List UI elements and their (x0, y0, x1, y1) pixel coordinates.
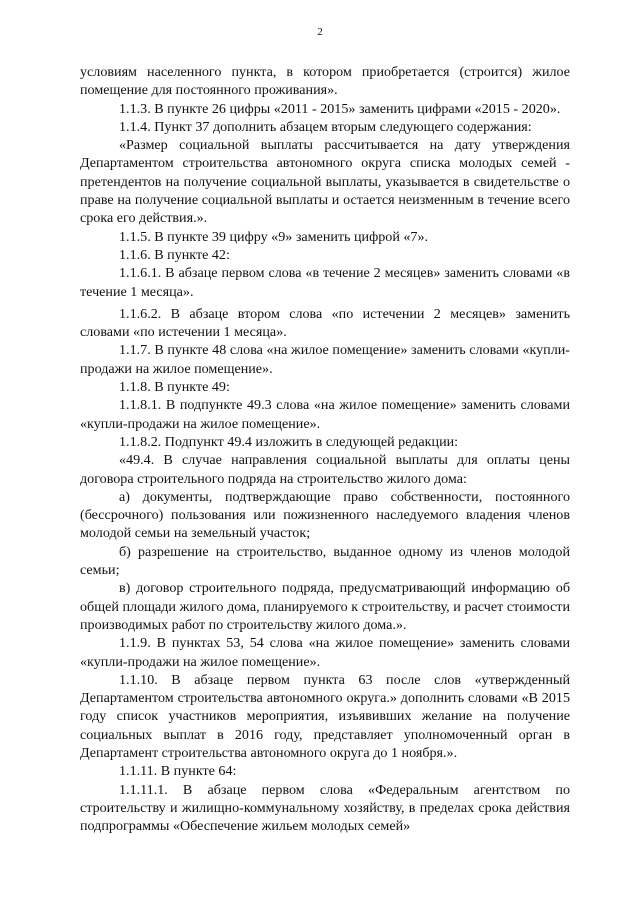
paragraph-0: условиям населенного пункта, в котором приобретается (строится) жилое помещение для постоянного проживания». (80, 64, 570, 99)
paragraph-10: 1.1.8.1. В подпункте 49.3 слова «на жилое помещение» заменить словами «купли-продажи на жилое помещение». (80, 397, 570, 432)
paragraph-9: 1.1.8. В пункте 49: (119, 379, 230, 396)
paragraph-6: 1.1.6.1. В абзаце первом слова «в течение 2 месяцев» заменить словами «в течение 1 месяца». (80, 265, 570, 300)
page-number: 2 (317, 26, 323, 38)
paragraph-8: 1.1.7. В пункте 48 слова «на жилое помещение» заменить словами «купли-продажи на жилое помещение». (80, 342, 570, 377)
paragraph-17: 1.1.10. В абзаце первом пункта 63 после слов «утвержденный Департаментом строительства автономного округа.» дополнить словами «В 2015 году список участников мероприятия, изъявивших желание на получение социальных выплат в 2016 году, представляет уполномоченный орган в Департамент строительства автономного округа до 1 ноября.». (80, 671, 570, 761)
paragraph-3: «Размер социальной выплаты рассчитывается на дату утверждения Департаментом строительства автономного округа списка молодых семей - претендентов на получение социальной выплаты, указывается в свидетельстве о праве на получение социальной выплаты и остается неизменным в течение всего срока его действия.». (80, 137, 570, 227)
paragraph-1: 1.1.3. В пункте 26 цифры «2011 - 2015» заменить цифрами «2015 - 2020». (119, 100, 561, 117)
paragraph-12: «49.4. В случае направления социальной выплаты для оплаты цены договора строительного подряда на строительство жилого дома: (80, 452, 570, 487)
paragraph-7: 1.1.6.2. В абзаце втором слова «по истечении 2 месяцев» заменить словами «по истечении 1 месяца». (80, 305, 570, 341)
document-body (80, 63, 570, 835)
paragraph-15: в) договор строительного подряда, предусматривающий информацию об общей площади жилого дома, планируемого к строительству, и расчет стоимости производимых работ по строительству жилого дома.». (80, 580, 570, 633)
paragraph-19: 1.1.11.1. В абзаце первом слова «Федеральным агентством по строительству и жилищно-коммунальному хозяйству, в пределах срока действия подпрограммы «Обеспечение жильем молодых семей» (80, 781, 570, 835)
paragraph-5: 1.1.6. В пункте 42: (119, 246, 230, 263)
paragraph-14: б) разрешение на строительство, выданное одному из членов молодой семьи; (80, 543, 570, 579)
paragraph-4: 1.1.5. В пункте 39 цифру «9» заменить цифрой «7». (119, 228, 429, 245)
paragraph-13: а) документы, подтверждающие право собственности, постоянного (бессрочного) пользования или пожизненного наследуемого владения членов молодой семьи на земельный участок; (80, 488, 570, 542)
paragraph-18: 1.1.11. В пункте 64: (119, 763, 237, 780)
paragraph-16: 1.1.9. В пунктах 53, 54 слова «на жилое помещение» заменить словами «купли-продажи на жилое помещение». (80, 635, 570, 670)
paragraph-2: 1.1.4. Пункт 37 дополнить абзацем вторым следующего содержания: (119, 118, 532, 135)
paragraph-11: 1.1.8.2. Подпункт 49.4 изложить в следующей редакции: (119, 433, 459, 450)
